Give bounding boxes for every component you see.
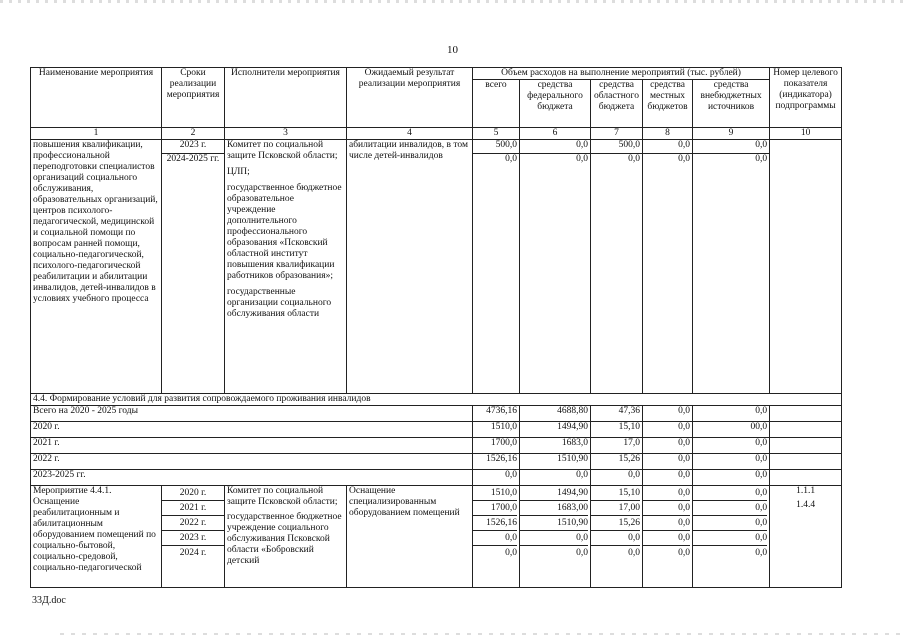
block1-total: 500,0 bbox=[473, 140, 520, 154]
summary-federal: 1494,90 bbox=[520, 422, 591, 438]
block2-federal: 1494,90 bbox=[520, 486, 588, 501]
summary-regional: 15,26 bbox=[591, 454, 643, 470]
block2-total: 0,0 bbox=[473, 531, 517, 546]
scan-artifact-bottom bbox=[60, 633, 900, 635]
header-result: Ожидаемый результат реализации мероприятия bbox=[347, 68, 473, 128]
summary-label: 2023-2025 гг. bbox=[31, 470, 473, 486]
summary-row bbox=[31, 470, 842, 486]
summary-row bbox=[31, 422, 842, 438]
block2-total: 1700,0 bbox=[473, 501, 517, 516]
header-volume: Объем расходов на выполнение мероприятий (тыс. рублей) bbox=[473, 68, 770, 80]
header-regional: средства областного бюджета bbox=[591, 80, 643, 128]
block2-regional: 17,00 bbox=[591, 501, 640, 516]
block2-term: 2022 г. bbox=[162, 516, 224, 531]
page-number: 10 bbox=[447, 44, 458, 56]
block1-executor-4: государственные организации социального обслуживания области bbox=[227, 287, 332, 319]
scan-artifact-top bbox=[0, 0, 905, 3]
header-row-1 bbox=[31, 68, 842, 80]
summary-regional: 0,0 bbox=[591, 470, 643, 486]
file-name-footer: 33Д.doc bbox=[32, 595, 66, 606]
header-executors: Исполнители мероприятия bbox=[225, 68, 347, 128]
summary-extra: 0,0 bbox=[693, 454, 770, 470]
block2-extras bbox=[693, 486, 770, 588]
col-number: 10 bbox=[770, 128, 842, 140]
block2-term: 2021 г. bbox=[162, 501, 224, 516]
block2-local: 0,0 bbox=[643, 501, 690, 516]
block2-federal: 0,0 bbox=[576, 548, 588, 558]
block2-total: 1526,16 bbox=[473, 516, 517, 531]
header-name: Наименование мероприятия bbox=[31, 68, 162, 128]
block1-executors bbox=[225, 140, 347, 394]
summary-federal: 0,0 bbox=[520, 470, 591, 486]
summary-federal: 1510,90 bbox=[520, 454, 591, 470]
block1-total: 0,0 bbox=[473, 154, 520, 394]
summary-extra: 0,0 bbox=[693, 470, 770, 486]
block2-term: 2023 г. bbox=[162, 531, 224, 546]
block2-local: 0,0 bbox=[643, 516, 690, 531]
summary-label: 2022 г. bbox=[31, 454, 473, 470]
col-number: 7 bbox=[591, 128, 643, 140]
summary-total: 1526,16 bbox=[473, 454, 520, 470]
summary-total: 4736,16 bbox=[473, 406, 520, 422]
header-local: средства местных бюджетов bbox=[643, 80, 693, 128]
summary-row bbox=[31, 406, 842, 422]
block1-row-2023 bbox=[31, 140, 842, 154]
block2-executors bbox=[225, 486, 347, 588]
block2-extra: 0,0 bbox=[755, 548, 768, 558]
summary-extra: 0,0 bbox=[693, 406, 770, 422]
col-number: 5 bbox=[473, 128, 520, 140]
summary-row bbox=[31, 454, 842, 470]
block2-executor-1: Комитет по социальной защите Псковской области; bbox=[227, 486, 338, 507]
col-number: 6 bbox=[520, 128, 591, 140]
block1-name: повышения квалификации, профессиональной переподготовки специалистов организаций социального обслуживания, образовательных организаций, центров психолого-педагогической, медицинской и социальной помощи по вопросам ранней помощи, социально-педагогической, психолого-педагогической реабилитации и абилитации инвалидов, детей-инвалидов в условиях учебного процесса bbox=[31, 140, 162, 394]
summary-total: 0,0 bbox=[473, 470, 520, 486]
block2-regional: 0,0 bbox=[591, 531, 640, 546]
block2-regional: 0,0 bbox=[628, 548, 640, 558]
summary-federal: 1683,0 bbox=[520, 438, 591, 454]
summary-extra: 0,0 bbox=[693, 438, 770, 454]
summary-regional: 15,10 bbox=[591, 422, 643, 438]
summary-local: 0,0 bbox=[643, 454, 693, 470]
header-federal: средства федерального бюджета bbox=[520, 80, 591, 128]
block1-executor-1: Комитет по социальной защите Псковской области; bbox=[227, 140, 338, 161]
block2-local: 0,0 bbox=[678, 548, 690, 558]
block1-executor-2: ЦЛП; bbox=[227, 167, 250, 177]
block2-name: Мероприятие 4.4.1. Оснащение реабилитационным и абилитационным оборудованием помещений по социально-бытовой, социально-средовой, социально-педагогической bbox=[31, 486, 162, 588]
col-number: 1 bbox=[31, 128, 162, 140]
block2-indicators bbox=[770, 486, 842, 588]
block1-local: 0,0 bbox=[643, 154, 693, 394]
summary-local: 0,0 bbox=[643, 406, 693, 422]
block2-term: 2020 г. bbox=[162, 486, 224, 501]
col-number: 4 bbox=[347, 128, 473, 140]
section-title: 4.4. Формирование условий для развития сопровождаемого проживания инвалидов bbox=[31, 394, 842, 406]
block2-extra: 0,0 bbox=[693, 486, 767, 501]
block2-federal: 0,0 bbox=[520, 531, 588, 546]
block2-total: 0,0 bbox=[505, 548, 517, 558]
column-numbers-row bbox=[31, 128, 842, 140]
block2-local: 0,0 bbox=[643, 486, 690, 501]
block1-regional: 0,0 bbox=[591, 154, 643, 394]
block2-regional: 15,26 bbox=[591, 516, 640, 531]
block2-executor-2: государственное бюджетное учреждение социального обслуживания Псковской области «Бобровский детский bbox=[227, 512, 342, 566]
block2-indicator: 1.1.1 bbox=[796, 486, 816, 496]
block1-indicator bbox=[770, 140, 842, 394]
block1-result: абилитации инвалидов, в том числе детей-инвалидов bbox=[347, 140, 473, 394]
block2-local: 0,0 bbox=[643, 531, 690, 546]
summary-row bbox=[31, 438, 842, 454]
block2-extra: 0,0 bbox=[693, 501, 767, 516]
block2-locals bbox=[643, 486, 693, 588]
block2-row bbox=[31, 486, 842, 588]
block2-total: 1510,0 bbox=[473, 486, 517, 501]
block2-federal: 1510,90 bbox=[520, 516, 588, 531]
block1-term: 2023 г. bbox=[162, 140, 225, 154]
block2-regional: 15,10 bbox=[591, 486, 640, 501]
block2-terms bbox=[162, 486, 225, 588]
summary-extra: 00,0 bbox=[693, 422, 770, 438]
block1-extra: 0,0 bbox=[693, 140, 770, 154]
summary-local: 0,0 bbox=[643, 422, 693, 438]
block2-result: Оснащение специализированным оборудованием помещений bbox=[347, 486, 473, 588]
summary-local: 0,0 bbox=[643, 438, 693, 454]
header-indicator: Номер целевого показателя (индикатора) подпрограммы bbox=[770, 68, 842, 128]
block1-executor-3: государственное бюджетное образовательное учреждение дополнительного профессионального образования «Псковский областной институт повышения квалификации работников образования»; bbox=[227, 183, 342, 281]
measures-table bbox=[30, 67, 842, 588]
summary-regional: 17,0 bbox=[591, 438, 643, 454]
header-terms: Сроки реализации мероприятия bbox=[162, 68, 225, 128]
summary-total: 1510,0 bbox=[473, 422, 520, 438]
col-number: 9 bbox=[693, 128, 770, 140]
block2-term: 2024 г. bbox=[179, 548, 207, 558]
block1-federal: 0,0 bbox=[520, 154, 591, 394]
col-number: 2 bbox=[162, 128, 225, 140]
block1-federal: 0,0 bbox=[520, 140, 591, 154]
block2-federals bbox=[520, 486, 591, 588]
block1-local: 0,0 bbox=[643, 140, 693, 154]
block1-term: 2024-2025 гг. bbox=[162, 154, 225, 394]
section-row bbox=[31, 394, 842, 406]
block1-regional: 500,0 bbox=[591, 140, 643, 154]
summary-local: 0,0 bbox=[643, 470, 693, 486]
header-total: всего bbox=[473, 80, 520, 128]
block2-indicator: 1.4.4 bbox=[796, 500, 816, 510]
block2-extra: 0,0 bbox=[693, 516, 767, 531]
header-extra: средства внебюджетных источников bbox=[693, 80, 770, 128]
col-number: 8 bbox=[643, 128, 693, 140]
col-number: 3 bbox=[225, 128, 347, 140]
block2-totals bbox=[473, 486, 520, 588]
block2-regionals bbox=[591, 486, 643, 588]
summary-label: 2020 г. bbox=[31, 422, 473, 438]
summary-label: 2021 г. bbox=[31, 438, 473, 454]
block1-extra: 0,0 bbox=[693, 154, 770, 394]
summary-label: Всего на 2020 - 2025 годы bbox=[31, 406, 473, 422]
summary-regional: 47,36 bbox=[591, 406, 643, 422]
block2-extra: 0,0 bbox=[693, 531, 767, 546]
summary-total: 1700,0 bbox=[473, 438, 520, 454]
block2-federal: 1683,00 bbox=[520, 501, 588, 516]
summary-federal: 4688,80 bbox=[520, 406, 591, 422]
